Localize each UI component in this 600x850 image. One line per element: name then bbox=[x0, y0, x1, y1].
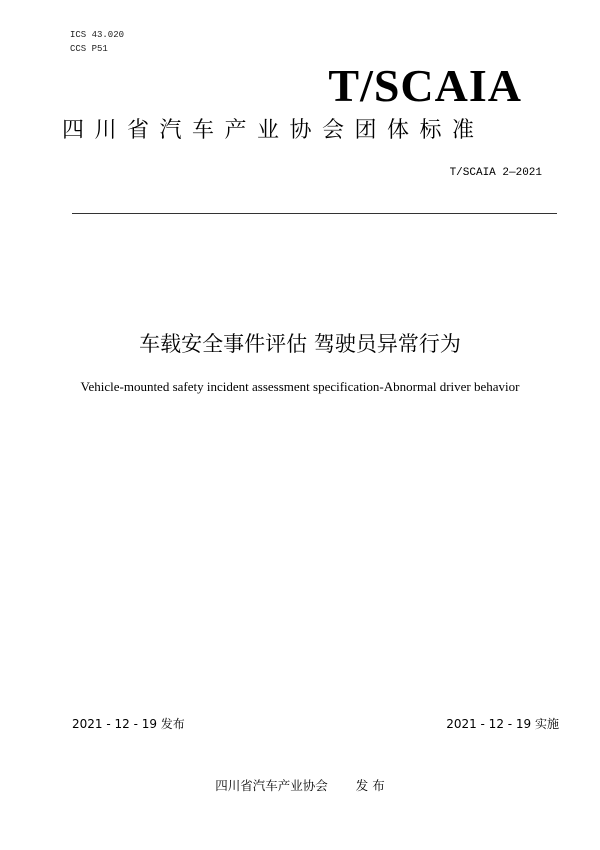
header-divider bbox=[72, 213, 557, 214]
publisher-org: 四川省汽车产业协会 bbox=[215, 778, 328, 793]
release-date: 2021 - 12 - 19 发布 bbox=[72, 717, 185, 731]
document-title-zh: 车载安全事件评估 驾驶员异常行为 bbox=[139, 332, 461, 356]
ics-code: ICS 43.020 bbox=[70, 30, 125, 40]
classification-codes bbox=[70, 28, 124, 56]
standard-number: T/SCAIA 2—2021 bbox=[449, 167, 542, 179]
ccs-code: CCS P51 bbox=[70, 44, 108, 54]
publisher-action: 发 布 bbox=[355, 778, 385, 793]
publisher-line bbox=[0, 778, 600, 794]
implementation-date: 2021 - 12 - 19 实施 bbox=[446, 717, 559, 731]
brand-logo-text: T/SCAIA bbox=[328, 60, 522, 111]
document-title-en: Vehicle-mounted safety incident assessment specification-Abnormal driver behavior bbox=[80, 379, 520, 394]
org-standard-title: 四川省汽车产业协会团体标准 bbox=[62, 118, 485, 143]
